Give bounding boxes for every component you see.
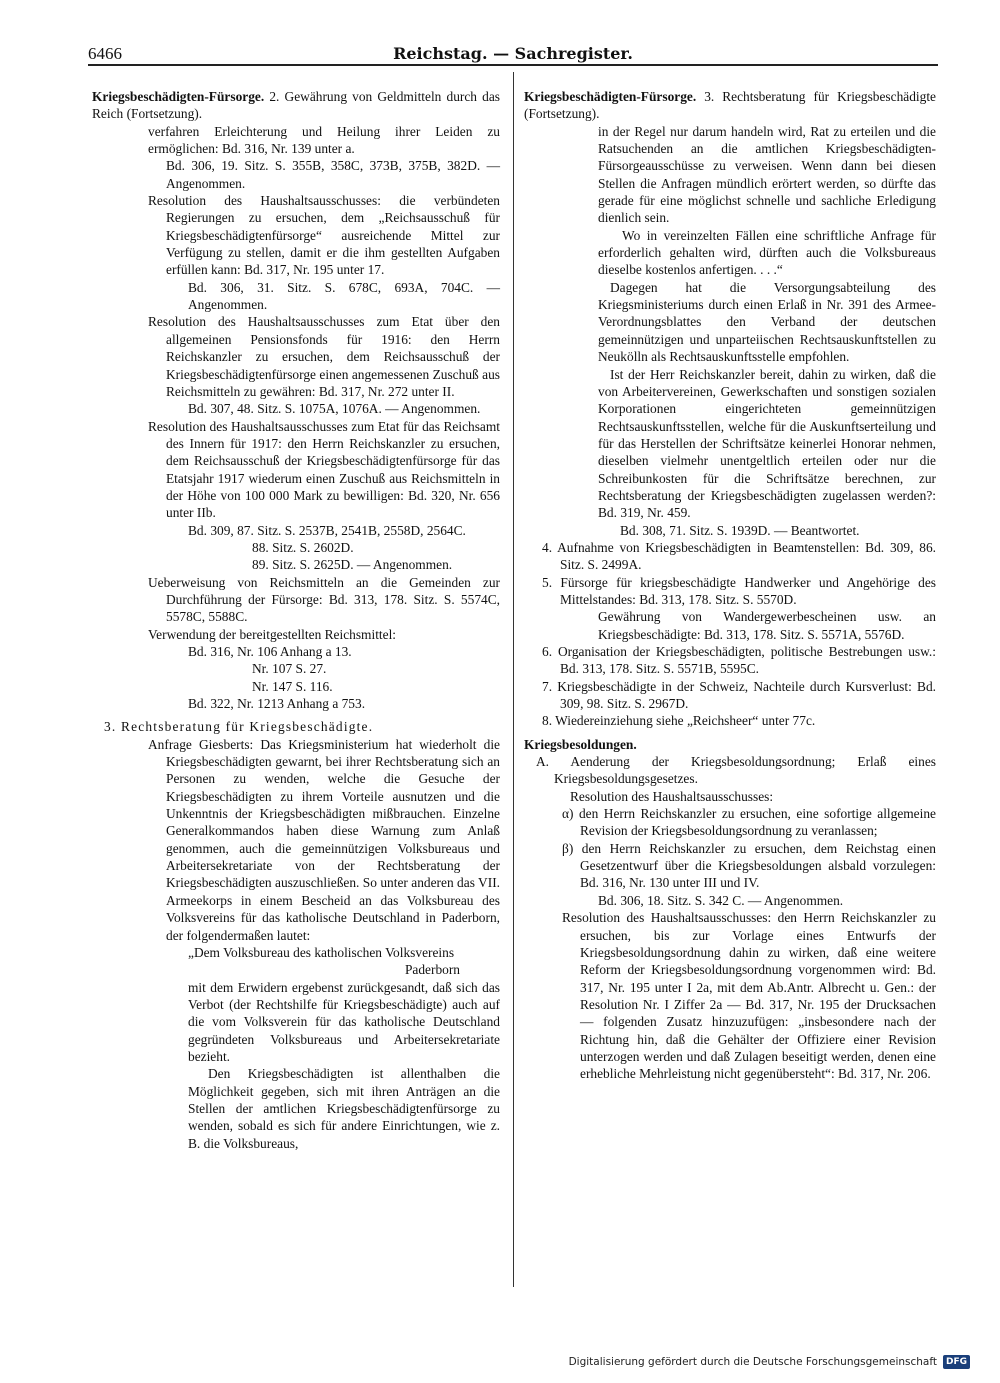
quote-line: „Dem Volksbureau des katholischen Volksvereins [188,944,455,960]
header-rule [88,64,938,66]
inquiry-paragraph: Anfrage Giesberts: Das Kriegsministerium hat wiederholt die Kriegsbeschädigten gewarnt, bei ihrer Rechtsberatung sich an Personen zu wenden, welche die Gesuche der Kriegsbeschädigten zu ihrem Vorteile ausnutzen und die Unkenntnis der Kriegsbeschädigten mißbrauchen. Einzelne Generalkommandos haben diese Warnung zum Anlaß genommen, auch die gemeinnützigen Volksbureaus und Arbeitersekretariate von der Rechtsberatung der Kriegsbeschädigten auszuschließen. So unter anderen das VII. Armeekorps in einem Bescheid an das Volksbureau des Volksvereins für das katholische Deutschland in Paderborn, der folgendermaßen lautet: [148,736,500,943]
resolution-paragraph: Resolution des Haushaltsausschusses: die verbündeten Regierungen zu ersuchen, dem „Reichsausschuß für Kriegsbeschädigtenfürsorge“ ausreichende Mittel zur Verfügung zu stellen, damit er die ihm gestellten Aufgaben erfüllen kann: Bd. 317, Nr. 195 unter 17. [148,193,500,278]
resolution-paragraph: Resolution des Haushaltsausschusses zum Etat über den allgemeinen Pensionsfonds für 1916: den Herrn Reichskanzler zu ersuchen, dem Reichsausschuß der Kriegsbeschädigtenfürsorge einen angemessenen Zuschuß aus Reichsmitteln zu gewähren: Bd. 317, Nr. 272 unter II. [148,314,500,399]
citation: Bd. 306, 18. Sitz. S. 342 C. — Angenommen. [598,892,844,908]
citation: 88. Sitz. S. 2602D. [252,539,354,555]
footer-text: Digitalisierung gefördert durch die Deutsche Forschungsgemeinschaft [568,1356,937,1368]
section-heading: Kriegsbeschädigten-Fürsorge. 3. Rechtsberatung für Kriegsbeschädigte (Fortsetzung). [524,89,936,122]
quote-paragraph: mit dem Erwidern ergebenst zurückgesandt, daß sich das Verbot (der Rechtshilfe für Kriegsbeschädigte) auch auf die vom Volksverein für das katholische Deutschland gegründeten Volksbureaus und Arbeitersekretariate bezieht. [188,979,500,1064]
citation: Nr. 107 S. 27. [252,661,327,677]
citation: 89. Sitz. S. 2625D. — Angenommen. [252,557,453,573]
left-column [92,88,500,1152]
quote-paragraph: in der Regel nur darum handeln wird, Rat zu erteilen und die Ratsuchenden an die amtlichen Kriegsbeschädigten-Fürsorgeausschüsse zu verweisen. Wenn dann bei diesen Stellen die Anfragen mündlich erörtert werden, so dürfte das gerade für eine möglichst schnelle und sachliche Erledigung dienlich sein. [598,123,936,226]
citation: Nr. 147 S. 116. [252,678,333,694]
right-column [524,88,936,1083]
text-paragraph: verfahren Erleichterung und Heilung ihrer Leiden zu ermöglichen: Bd. 316, Nr. 139 unter a. [148,123,500,157]
citation: Bd. 308, 71. Sitz. S. 1939D. — Beantwortet. [620,522,860,538]
citation: Bd. 306, 31. Sitz. S. 678C, 693A, 704C. — Angenommen. [188,279,500,313]
list-item: 8. Wiedereinziehung siehe „Reichsheer“ unter 77c. [542,713,816,729]
list-item: α) den Herrn Reichskanzler zu ersuchen, eine sofortige allgemeine Revision der Kriegsbesoldungsordnung zu veranlassen; [562,806,936,839]
quote-paragraph: Wo in vereinzelten Fällen eine schriftliche Anfrage für erforderlich gehalten wird, dürften auch die Volksbureaus dieselbe kostenlos anfertigen. . . .“ [598,227,936,278]
resolution-paragraph: Resolution des Haushaltsausschusses zum Etat für das Reichsamt des Innern für 1917: den Herrn Reichskanzler zu ersuchen, dem Reichsausschuß der Kriegsbeschädigtenfürsorge für das Etatsjahr 1917 wiederum einen Zuschuß aus Reichsmitteln in der Höhe von 100 000 Mark zu bewilligen: Bd. 320, Nr. 656 unter IIb. [148,418,500,521]
text-paragraph: Verwendung der bereitgestellten Reichsmittel: [148,626,397,642]
subsection-heading: A. Aenderung der Kriegsbesoldungsordnung; Erlaß eines Kriegsbesoldungsgesetzes. [536,754,936,787]
citation: Bd. 309, 87. Sitz. S. 2537B, 2541B, 2558D, 2564C. [188,522,466,538]
quote-paragraph: Den Kriegsbeschädigten ist allenthalben die Möglichkeit gegeben, sich mit ihren Anträgen an die Stellen der amtlichen Kriegsbeschädigtenfürsorge zu wenden, sobald es sich für andere Einrichtungen, wie z. B. die Volksbureaus, [188,1066,500,1151]
citation: Bd. 316, Nr. 106 Anhang a 13. [188,644,352,659]
section-heading: Kriegsbesoldungen. [524,736,637,752]
citation: Bd. 322, Nr. 1213 Anhang a 753. [188,696,366,712]
citation: Bd. 307, 48. Sitz. S. 1075A, 1076A. — Angenommen. [188,401,481,417]
resolution-paragraph: Resolution des Haushaltsausschusses: den Herrn Reichskanzler zu ersuchen, bis zur Vorlage eines Entwurfs der Kriegsbesoldungsordnung dahin zu wirken, daß eine weitere Reform der Kriegsbesoldungsordnung vorgenommen wird: Bd. 317, Nr. 195 unter I 2a, mit dem Ab.Antr. Albrecht u. Gen.: der Resolution Nr. I Ziffer 2a — Bd. 317, Nr. 195 der Drucksachen — folgenden Zusatz hinzuzufügen: „insbesondere nach der Richtung hin, daß die Gehälter der Offiziere einer Revision unterzogen werden und daß Zulagen beseitigt werden, denen eine erhebliche Mehrleistung nicht gegenübersteht“: Bd. 317, Nr. 206. [562,910,936,1082]
running-title: Reichstag. — Sachregister. [393,44,633,63]
list-item: 6. Organisation der Kriegsbeschädigten, politische Bestrebungen usw.: Bd. 313, 178. Sitz. S. 5571B, 5595C. [542,644,936,677]
column-divider [513,72,514,1287]
section-heading: Kriegsbeschädigten-Fürsorge. 2. Gewährung von Geldmitteln durch das Reich (Fortsetzung). [92,89,500,122]
list-item: 4. Aufnahme von Kriegsbeschädigten in Beamtenstellen: Bd. 309, 86. Sitz. S. 2499A. [542,539,936,573]
text-paragraph: Resolution des Haushaltsausschusses: [570,788,774,804]
page-number: 6466 [88,44,122,63]
quote-line: Paderborn [404,962,460,978]
text-paragraph: Dagegen hat die Versorgungsabteilung des Kriegsministeriums durch einen Erlaß in Nr. 391 des Armee-Verordnungsblattes den Verband der deutschen gemeinnützigen und unparteiischen Rechtsauskunftstellen zu Neukölln als Rechtsauskunftsstelle empfohlen. [598,279,936,365]
text-paragraph: Ueberweisung von Reichsmitteln an die Gemeinden zur Durchführung der Fürsorge: Bd. 313, 178. Sitz. S. 5574C, 5578C, 5588C. [148,574,500,625]
citation: Bd. 306, 19. Sitz. S. 355B, 358C, 373B, 375B, 382D. — Angenommen. [166,158,500,191]
list-item: 7. Kriegsbeschädigte in der Schweiz, Nachteile durch Kursverlust: Bd. 309, 98. Sitz. S. 2967D. [542,678,936,712]
list-item: β) den Herrn Reichskanzler zu ersuchen, dem Reichstag einen Gesetzentwurf über die Kriegsbesoldungen alsbald vorzulegen: Bd. 316, Nr. 130 unter III und IV. [562,840,936,891]
list-item: Gewährung von Wandergewerbescheinen usw. an Kriegsbeschädigte: Bd. 313, 178. Sitz. S. 5571A, 5576D. [598,609,936,642]
text-paragraph: Ist der Herr Reichskanzler bereit, dahin zu wirken, daß die von Arbeitervereinen, Gewerkschaften und sonstigen sozialen Korporationen eingerichteten gemeinnützigen Rechtsauskunftsstellen, welche für die Auskunftserteilung und für das Herstellen der Schriftsätze keinerlei Honorar nehmen, dieselben vielmehr unentgeltlich erteilen oder nur die Schreibunkosten für die Schriftsätze berechnen, zur Rechtsberatung der Kriegsbeschädigten zugelassen werden?: Bd. 319, Nr. 459. [598,366,936,521]
footer [569,1355,970,1369]
dfg-logo: DFG [943,1355,970,1369]
subsection-heading: 3. Rechtsberatung für Kriegsbeschädigte. [104,719,374,735]
list-item: 5. Fürsorge für kriegsbeschädigte Handwerker und Angehörige des Mittelstandes: Bd. 313, 178. Sitz. S. 5570D. [542,574,936,607]
